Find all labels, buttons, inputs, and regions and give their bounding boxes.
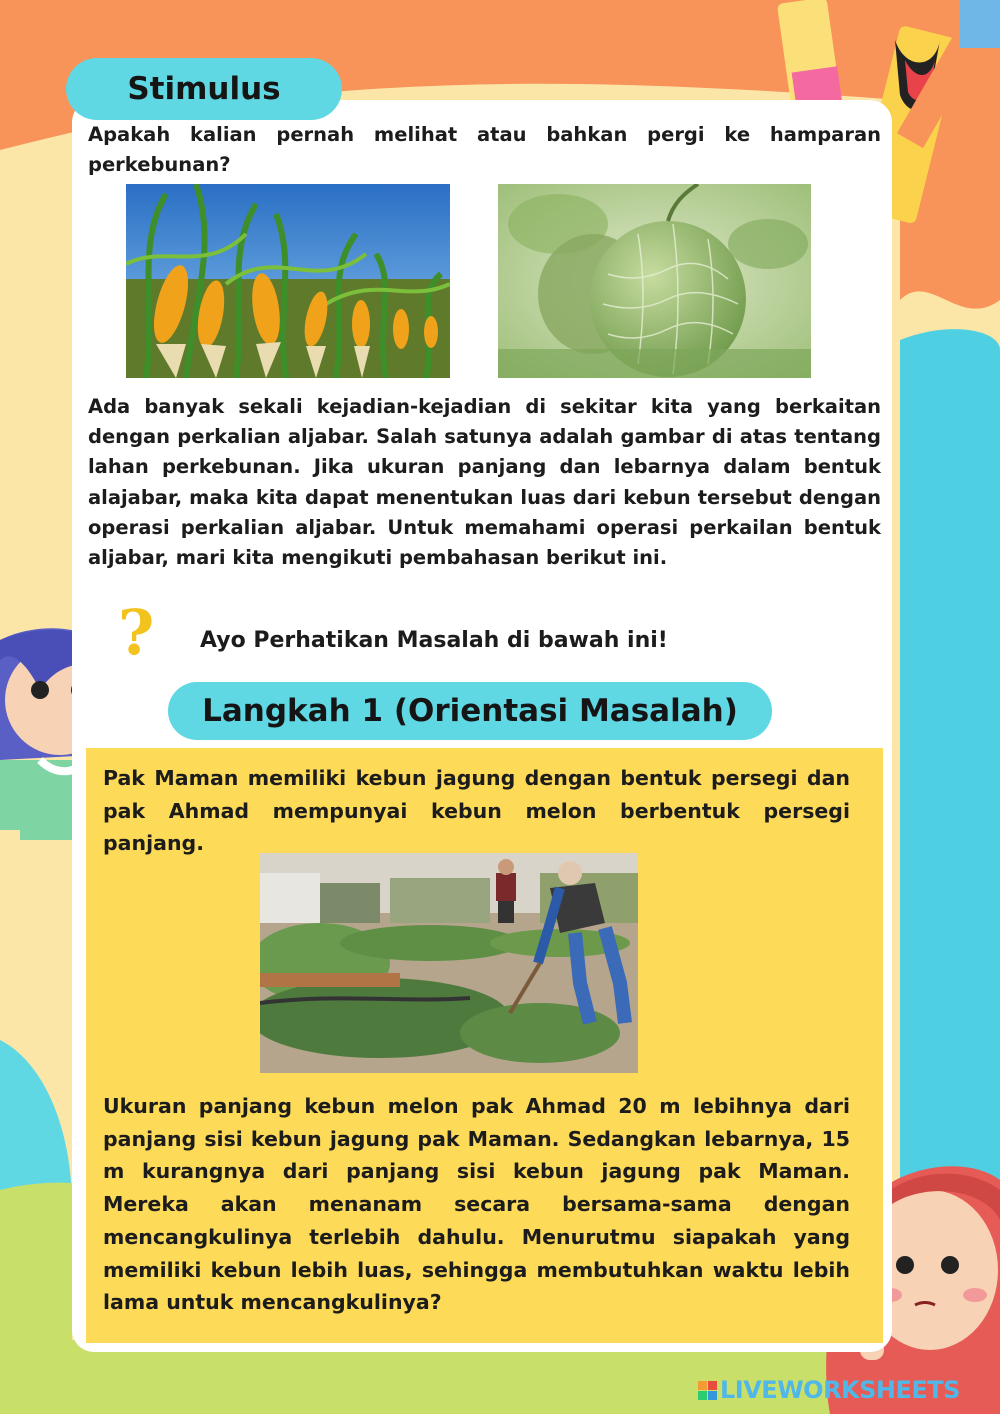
liveworksheets-logo (698, 1376, 960, 1404)
melon-photo (498, 184, 811, 378)
stimulus-body: Ada banyak sekali kejadian-kejadian di sekitar kita yang berkaitan dengan perkalian aljabar. Salah satunya adalah gambar di atas tentang lahan perkebunan. Jika ukuran panjang dan lebarnya dalam bentuk alajabar, maka kita dapat menentukan luas dari kebun tersebut dengan operasi perkalian aljabar. Untuk memahami operasi perkailan bentuk aljabar, mari kita mengikuti pembahasan berikut ini. (88, 395, 881, 570)
prompt-heading: Ayo Perhatikan Masalah di bawah ini! (200, 628, 668, 653)
stimulus-question: Apakah kalian pernah melihat atau bahkan pergi ke hamparan perkebunan? (88, 123, 881, 176)
problem-question: Ukuran panjang kebun melon pak Ahmad 20 m lebihnya dari panjang sisi kebun jagung pak Maman. Sedangkan lebarnya, 15 m kurangnya dari panjang sisi kebun jagung pak Maman. Mereka akan menanam secara bersama-sama dengan mencangkulinya terlebih dahulu. Menurutmu siapakah yang memiliki kebun lebih luas, sehingga membutuhkan waktu lebih lama untuk mencangkulinya? (103, 1094, 850, 1315)
liveworksheets-logo-text: LIVEWORKSHEETS (720, 1376, 960, 1404)
question-mark-icon: ? (118, 596, 155, 669)
stimulus-title: Stimulus (66, 58, 342, 120)
problem-intro: Pak Maman memiliki kebun jagung dengan bentuk persegi dan pak Ahmad mempunyai kebun melon berbentuk persegi panjang. (103, 766, 850, 855)
liveworksheets-logo-icon (698, 1381, 717, 1400)
langkah-title: Langkah 1 (Orientasi Masalah) (168, 682, 772, 740)
garden-photo (260, 853, 638, 1073)
corn-field-photo (126, 184, 450, 378)
